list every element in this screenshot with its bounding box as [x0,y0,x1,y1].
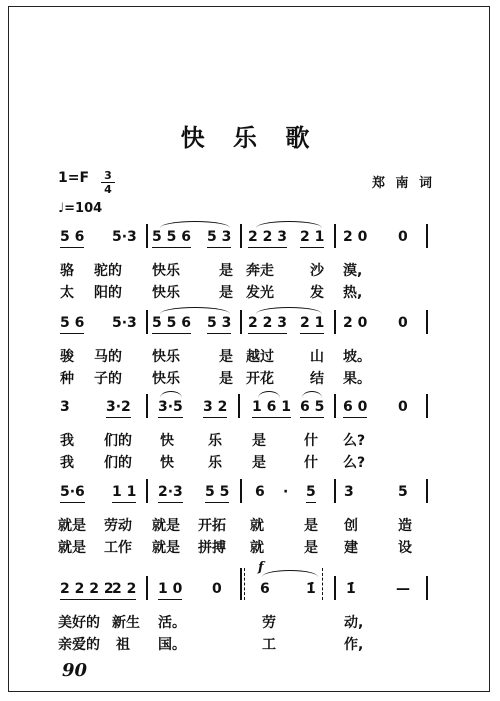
bar-line [146,310,148,334]
note-group: 0 [398,315,408,331]
lyric: 我 [60,455,74,471]
lyric: 们的 [104,433,132,449]
note-group: 3·5 [158,398,183,418]
note-group: 5 6 [60,314,84,334]
bar-line [146,576,148,600]
note-group: 5 5 6 [152,314,191,334]
note-group: 0 [212,581,222,597]
note-group: 3 [60,399,70,415]
lyric: 作, [344,637,364,653]
lyric: 就是 [152,540,180,556]
key-signature: 1=F [58,170,90,186]
note-group: 1̇ [346,581,356,597]
note-group: — [396,581,410,597]
note-group: 5·3 [112,229,137,245]
note-group: 0 [398,229,408,245]
bar-line [240,310,242,334]
lyric: 创 [344,518,358,534]
lyric: 就是 [58,540,86,556]
lyric: 么? [343,455,366,471]
note-group: 1 1 [112,483,136,503]
note-group: · [283,484,289,500]
lyric: 什 [304,455,318,471]
dynamic-forte: f [258,560,264,575]
note-group: 2 2 3 [248,314,287,334]
lyric: 马的 [94,349,122,365]
slur [262,570,318,577]
lyric: 快乐 [152,349,180,365]
lyric: 快乐 [152,371,180,387]
lyric: 就是 [152,518,180,534]
note-group: 6 0 [343,398,367,418]
slur [256,307,322,314]
lyric: 什 [304,433,318,449]
lyric: 建 [344,540,358,556]
note-group: 2 2 [112,580,136,600]
lyric: 奔走 [246,263,274,279]
bar-line [146,224,148,248]
lyric: 祖 [116,637,130,653]
note-group: 1̇ [306,581,316,597]
note-group: 2·3 [158,483,183,503]
time-signature [101,170,115,195]
lyric: 是 [304,518,318,534]
lyric: 亲爱的 [58,637,100,653]
lyric: 造 [398,518,412,534]
bar-line [334,576,336,600]
slur [302,391,322,398]
lyric: 就 [250,518,264,534]
note-group: 3 [344,484,354,500]
bar-line [240,224,242,248]
note-group: 2 2 2 2 [60,580,114,600]
lyric: 新生 [112,615,140,631]
note-group: 1 0 [158,580,182,600]
bar-line [426,479,428,503]
note-group: 6 [260,581,270,597]
note-group: 5 3 [207,228,231,248]
note-group: 5 5 6 [152,228,191,248]
bar-line [240,479,242,503]
lyric: 沙 [310,263,324,279]
lyric: 驼的 [94,263,122,279]
lyric: 开拓 [198,518,226,534]
lyric: 种 [60,371,74,387]
note-group: 2 0 [343,229,368,245]
note-group: 3·2 [106,398,131,418]
lyric: 是 [252,433,266,449]
lyric: 结 [310,371,324,387]
note-group: 5·6 [60,483,85,503]
lyric: 山 [310,349,324,365]
lyric: 是 [304,540,318,556]
lyric: 么? [343,433,366,449]
lyric: 是 [219,371,233,387]
time-signature-bottom: 4 [104,183,112,196]
tempo-marking: ♩=104 [58,201,103,216]
slur [160,391,182,398]
lyric: 果。 [343,371,371,387]
lyric: 工 [262,637,276,653]
bar-line [146,394,148,418]
lyric: 发 [310,285,324,301]
note-group: 5 [306,483,316,503]
bar-line [426,576,428,600]
lyric: 越过 [246,349,274,365]
lyric: 快 [160,455,174,471]
bar-line [426,394,428,418]
lyric: 阳的 [94,285,122,301]
slur [258,391,280,398]
bar-line [334,394,336,418]
note-group: 5·3 [112,315,137,331]
lyric: 快乐 [152,263,180,279]
lyric: 就是 [58,518,86,534]
lyric: 乐 [208,455,222,471]
lyric: 美好的 [58,615,100,631]
note-group: 3 2 [203,398,227,418]
lyric: 快乐 [152,285,180,301]
note-group: 2 2 3 [248,228,287,248]
lyric: 们的 [104,455,132,471]
lyric: 我 [60,433,74,449]
lyric: 是 [219,263,233,279]
bar-line [426,224,428,248]
page-number: 90 [62,660,88,681]
note-group: 6 [255,484,265,500]
lyric: 乐 [208,433,222,449]
slur [256,221,322,228]
lyric: 发光 [246,285,274,301]
lyric: 劳动 [104,518,132,534]
lyric: 子的 [94,371,122,387]
note-group: 2 0 [343,315,368,331]
slur [160,221,230,228]
song-title: 快 乐 歌 [180,123,320,152]
note-group: 5 6 [60,228,84,248]
breath-bar-line [322,568,324,600]
lyric: 快 [160,433,174,449]
note-group: 6 5 [300,398,324,418]
bar-line [334,224,336,248]
lyric: 是 [219,349,233,365]
lyric: 开花 [246,371,274,387]
note-group: 5 5 [205,483,229,503]
note-group: 1 6 1 [252,398,291,418]
time-signature-top: 3 [104,169,112,182]
bar-line [240,568,242,600]
lyric: 漠, [343,263,363,279]
note-group: 0 [398,399,408,415]
lyric: 是 [219,285,233,301]
lyric: 国。 [158,637,186,653]
lyric: 工作 [104,540,132,556]
lyric: 拼搏 [198,540,226,556]
lyric: 劳 [262,615,276,631]
bar-line [238,394,240,418]
lyric: 太 [60,285,74,301]
lyric: 坡。 [343,349,371,365]
lyric: 设 [398,540,412,556]
slur [160,307,230,314]
lyric: 骆 [60,263,74,279]
lyric: 活。 [158,615,186,631]
note-group: 2 1 [300,228,324,248]
lyricist-credit: 郑 南 词 [372,176,436,191]
lyric: 是 [252,455,266,471]
bar-line [334,310,336,334]
bar-line [146,479,148,503]
lyric: 就 [250,540,264,556]
lyric: 骏 [60,349,74,365]
lyric: 动, [344,615,364,631]
note-group: 5 [398,484,408,500]
breath-bar-line [244,568,246,600]
lyric: 热, [343,285,363,301]
note-group: 5 3 [207,314,231,334]
note-group: 2 1 [300,314,324,334]
bar-line [334,479,336,503]
bar-line [426,310,428,334]
